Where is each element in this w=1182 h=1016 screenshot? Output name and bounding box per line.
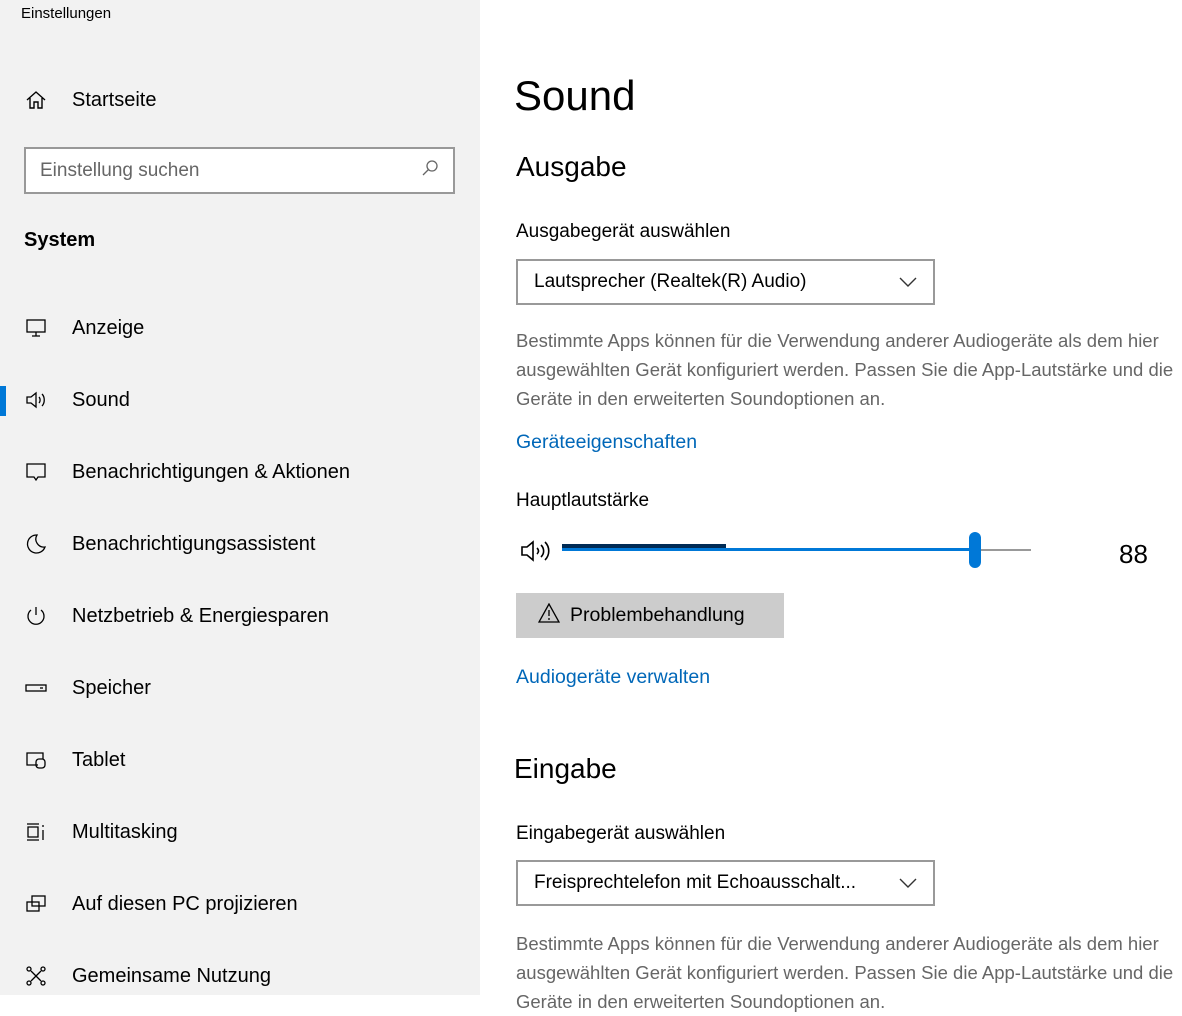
slider-thumb[interactable] (969, 532, 981, 568)
sidebar-item-label: Tablet (72, 748, 126, 771)
volume-value: 88 (1119, 539, 1148, 569)
section-heading: System (24, 229, 96, 251)
device-properties-link[interactable]: Geräteeigenschaften (516, 431, 698, 453)
sidebar-item-label: Speicher (72, 676, 151, 699)
troubleshoot-button[interactable] (516, 593, 784, 638)
sidebar-item-label: Netzbetrieb & Energiesparen (72, 604, 329, 627)
speaker-icon[interactable] (520, 538, 554, 569)
warning-icon (538, 603, 560, 629)
speaker-icon (0, 389, 72, 411)
sidebar-item-label: Benachrichtigungsassistent (72, 532, 316, 555)
sidebar-item-benachrichtigungen-aktionen[interactable] (0, 446, 480, 498)
sidebar-item-tablet[interactable] (0, 734, 480, 786)
monitor-icon (0, 317, 72, 339)
sidebar-item-benachrichtigungsassistent[interactable] (0, 518, 480, 570)
chevron-down-icon (899, 872, 917, 894)
sidebar-item-netzbetrieb-energiesparen[interactable] (0, 590, 480, 642)
output-heading: Ausgabe (516, 151, 627, 182)
input-device-value: Freisprechtelefon mit Echoausschalt... (534, 872, 857, 893)
master-volume-label: Hauptlautstärke (516, 490, 650, 511)
sidebar-item-multitasking[interactable] (0, 806, 480, 858)
multitasking-icon (0, 821, 72, 843)
tablet-icon (0, 749, 72, 771)
output-info-text: Bestimmte Apps können für die Verwendung anderer Audiogeräte als dem hier ausgewählten Gerät konfiguriert werden. Passen Sie die App-Lautstärke und die Geräte in den erweiterten Soundoptionen an. (516, 330, 1174, 409)
output-device-dropdown[interactable] (516, 259, 935, 305)
chevron-down-icon (899, 271, 917, 293)
sidebar-item-label: Auf diesen PC projizieren (72, 892, 298, 915)
sidebar-item-label: Multitasking (72, 820, 178, 843)
sidebar-item-label: Sound (72, 388, 130, 411)
power-icon (0, 605, 72, 627)
project-icon (0, 893, 72, 915)
sidebar-item-anzeige[interactable] (0, 302, 480, 354)
manage-audio-devices-link[interactable]: Audiogeräte verwalten (516, 666, 711, 688)
sidebar-item-label: Gemeinsame Nutzung (72, 964, 271, 987)
message-icon (0, 461, 72, 483)
storage-icon (0, 677, 72, 699)
sidebar-item-label: Benachrichtigungen & Aktionen (72, 460, 350, 483)
search-placeholder: Einstellung suchen (40, 159, 200, 181)
output-device-label: Ausgabegerät auswählen (516, 221, 731, 242)
moon-icon (0, 533, 72, 555)
sidebar-home[interactable] (0, 80, 480, 120)
search-icon[interactable] (421, 159, 439, 183)
volume-slider[interactable] (562, 538, 1031, 562)
input-device-dropdown[interactable] (516, 860, 935, 906)
page-title: Sound (514, 72, 636, 119)
slider-fill (562, 548, 975, 551)
input-device-label: Eingabegerät auswählen (516, 823, 726, 844)
sidebar-item-gemeinsame-nutzung[interactable] (0, 950, 480, 1002)
sidebar (0, 0, 480, 995)
sidebar-item-auf-diesen-pc-projizieren[interactable] (0, 878, 480, 930)
input-info-text: Bestimmte Apps können für die Verwendung anderer Audiogeräte als dem hier ausgewählten Gerät konfiguriert werden. Passen Sie die App-Lautstärke und die Geräte in den erweiterten Soundoptionen an. (516, 933, 1174, 1012)
sidebar-item-sound[interactable] (0, 374, 480, 426)
volume-peak-meter (562, 544, 726, 548)
home-label: Startseite (72, 88, 157, 111)
troubleshoot-label: Problembehandlung (570, 604, 745, 626)
window-title: Einstellungen (21, 5, 112, 22)
sidebar-item-speicher[interactable] (0, 662, 480, 714)
output-device-value: Lautsprecher (Realtek(R) Audio) (534, 271, 807, 292)
sidebar-item-label: Anzeige (72, 316, 145, 339)
input-heading: Eingabe (514, 753, 617, 784)
home-icon (0, 89, 72, 111)
search-input[interactable] (24, 147, 455, 194)
share-icon (0, 965, 72, 987)
